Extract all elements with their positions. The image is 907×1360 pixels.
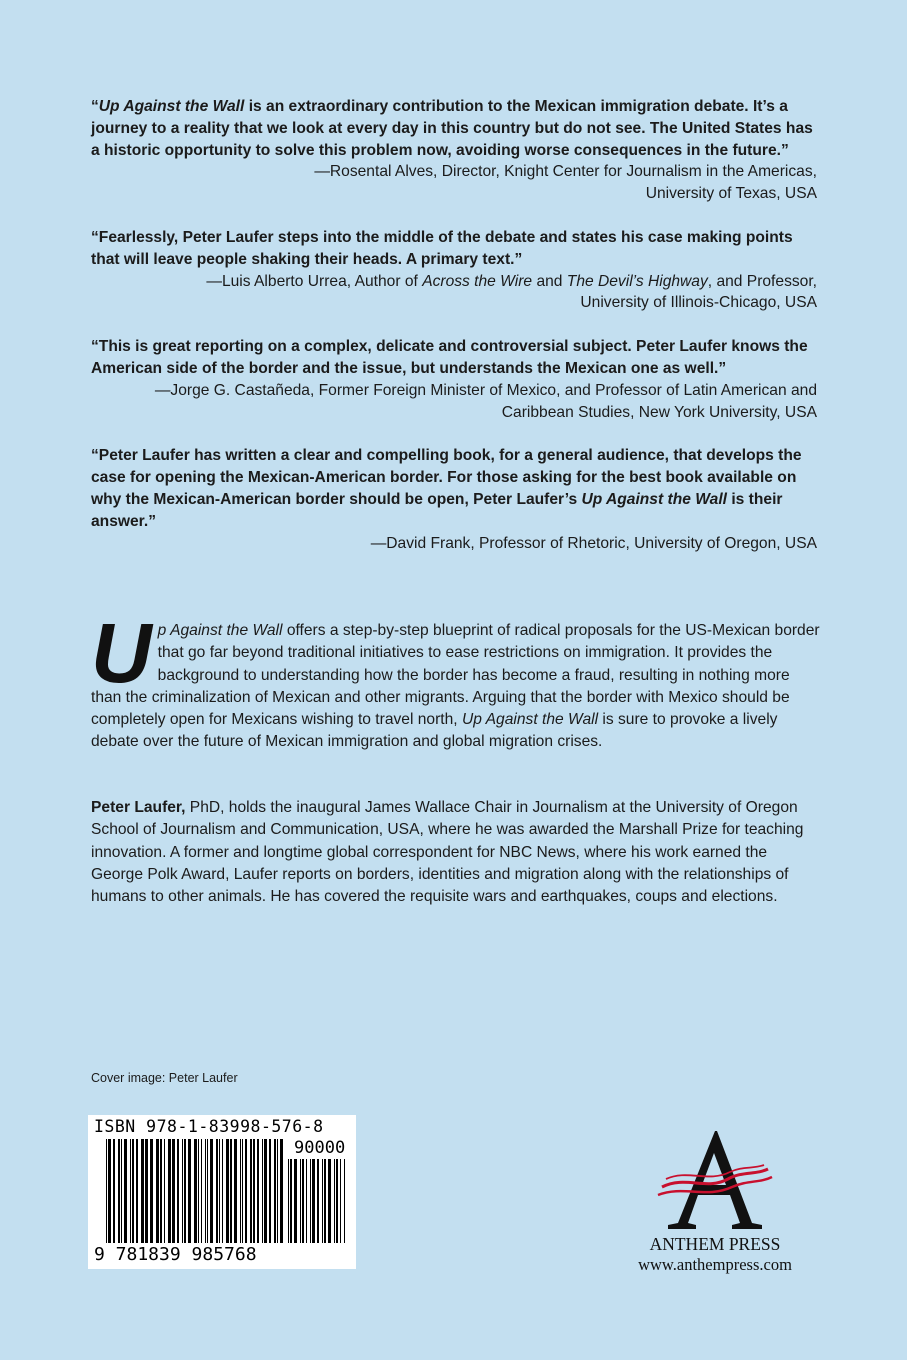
barcode-bar [188, 1139, 191, 1243]
barcode-bar [168, 1139, 171, 1243]
barcode-bar [113, 1139, 115, 1243]
barcode-bar [324, 1159, 326, 1243]
barcode-bar [257, 1139, 259, 1243]
barcode-bar [290, 1159, 292, 1243]
addon-barcode-bars [288, 1159, 348, 1246]
quote-attribution: —Jorge G. Castañeda, Former Foreign Minister of Mexico, and Professor of Latin American and Caribbean Studies, New York University, USA [154, 381, 817, 421]
author-bio: Peter Laufer, PhD, holds the inaugural James Wallace Chair in Journalism at the University of Oregon School of Journalism and Communication, USA, where he was awarded the Marshall Prize for teaching innovation. A former and longtime global correspondent for NBC News, where his work earned the George Polk Award, Laufer reports on borders, identities and migration along with the relationships of humans to other animals. He has covered the requisite wars and earthquakes, coups and elections. [91, 799, 804, 906]
quote-text: “Peter Laufer has written a clear and compelling book, for a general audience, that develops the case for opening the Mexican-American border. For those asking for the best book available on why the Mexican-American border should be open, Peter Laufer’s Up Against the Wall is their answer.” [91, 447, 802, 530]
book-title: Up Against the Wall [98, 98, 245, 115]
barcode-bar [118, 1139, 120, 1243]
barcode-bar [312, 1159, 315, 1243]
barcode-bar [234, 1139, 237, 1243]
barcode-bar [136, 1139, 138, 1243]
quote-text: “Up Against the Wall is an extraordinary contribution to the Mexican immigration debate. It’s a journey to a reality that we look at every day in this country but do not see. The United States has a historic opportunity to solve this problem now, avoiding worse consequences in the future.” [91, 98, 813, 159]
isbn-label: ISBN 978-1-83998-576-8 [94, 1117, 324, 1136]
barcode-bar [288, 1159, 289, 1243]
book-title: Up Against the Wall [461, 711, 599, 729]
quote-attribution: —Luis Alberto Urrea, Author of Across the Wire and The Devil’s Highway, and Professor, University of Illinois-Chicago, USA [206, 272, 817, 312]
barcode-bar [201, 1139, 202, 1243]
barcode-bar [164, 1139, 165, 1243]
ean-digits: 9 781839 985768 [94, 1244, 257, 1265]
barcode-bar [108, 1139, 111, 1243]
book-description: Up Against the Wall offers a step-by-step blueprint of radical proposals for the US-Mexican border that go far beyond traditional initiatives to ease restrictions on immigration. It provides the background to understanding how the border has become a fraud, resulting in nothing more than the criminalization of Mexican and other migrants. Arguing that the border with Mexico should be completely open for Mexicans wishing to travel north, Up Against the Wall is sure to provoke a lively debate over the future of Mexican immigration and global migration crises. [91, 606, 820, 751]
barcode-bar [306, 1159, 307, 1243]
barcode-bar [222, 1139, 223, 1243]
barcode-bar [177, 1139, 179, 1243]
barcode-bar [194, 1139, 197, 1243]
author-name: Peter Laufer, [91, 799, 186, 816]
publisher-logo [610, 1125, 820, 1285]
barcode-bar [317, 1159, 319, 1243]
barcode-bar [274, 1139, 276, 1243]
barcode-bar [300, 1159, 301, 1243]
barcode-bar [132, 1139, 134, 1243]
publisher-name: ANTHEM PRESS [649, 1234, 781, 1254]
quote-attribution: —David Frank, Professor of Rhetoric, University of Oregon, USA [370, 534, 817, 552]
barcode-bar [302, 1159, 304, 1243]
barcode-bar [310, 1159, 311, 1243]
barcode-bar [141, 1139, 144, 1243]
barcode-bar [216, 1139, 218, 1243]
barcode-bar [121, 1139, 122, 1243]
barcode-bar [340, 1159, 341, 1243]
endorsement-castaneda [91, 336, 817, 423]
publisher-url: www.anthempress.com [638, 1255, 792, 1274]
barcode-bar [277, 1139, 278, 1243]
barcode-addon-number: 90000 [294, 1138, 346, 1158]
barcode-bar [210, 1139, 213, 1243]
anthem-a-logo-icon [656, 1125, 774, 1233]
barcode-bar [207, 1139, 208, 1243]
barcode-bar [280, 1139, 283, 1243]
quote-text: “This is great reporting on a complex, delicate and controversial subject. Peter Laufer knows the American side of the border and the issue, but understands the Mexican one as well.” [91, 338, 808, 377]
barcode-bar [253, 1139, 255, 1243]
barcode-bar [145, 1139, 148, 1243]
barcode-bar [344, 1159, 345, 1243]
barcode-bar [205, 1139, 206, 1243]
barcode-bar [182, 1139, 183, 1243]
barcode-bar [172, 1139, 175, 1243]
barcode-bar [184, 1139, 186, 1243]
barcode-bar [198, 1139, 199, 1243]
barcode-bar [294, 1159, 297, 1243]
quote-attribution: —Rosental Alves, Director, Knight Center for Journalism in the Americas, University of Texas, USA [314, 163, 817, 203]
barcode-bar [250, 1139, 252, 1243]
endorsement-urrea [91, 227, 817, 314]
barcode-bar [219, 1139, 220, 1243]
barcode-bar [322, 1159, 323, 1243]
barcode-bar [156, 1139, 159, 1243]
barcode-bar [150, 1139, 153, 1243]
barcode-bar [130, 1139, 131, 1243]
barcode-bar [336, 1159, 338, 1243]
barcode-bar [240, 1139, 241, 1243]
barcode-bar [269, 1139, 271, 1243]
quote-text: “Fearlessly, Peter Laufer steps into the middle of the debate and states his case making points that will leave people shaking their heads. A primary text.” [91, 228, 793, 268]
endorsements [91, 96, 817, 576]
ean-barcode-bars [106, 1139, 286, 1246]
barcode-bar [328, 1159, 331, 1243]
barcode-bar [245, 1139, 247, 1243]
barcode-bar [242, 1139, 243, 1243]
barcode-bar [106, 1139, 107, 1243]
isbn-barcode [88, 1115, 356, 1269]
barcode-bar [262, 1139, 263, 1243]
cover-credit: Cover image: Peter Laufer [91, 1071, 238, 1085]
endorsement-alves [91, 96, 817, 205]
barcode-bar [264, 1139, 267, 1243]
book-title: Up Against the Wall [581, 490, 728, 508]
barcode-bar [160, 1139, 162, 1243]
barcode-bar [124, 1139, 127, 1243]
endorsement-frank [91, 445, 817, 554]
dropcap-letter: U [91, 606, 152, 700]
barcode-bar [226, 1139, 229, 1243]
barcode-bar [230, 1139, 232, 1243]
barcode-bar [334, 1159, 335, 1243]
